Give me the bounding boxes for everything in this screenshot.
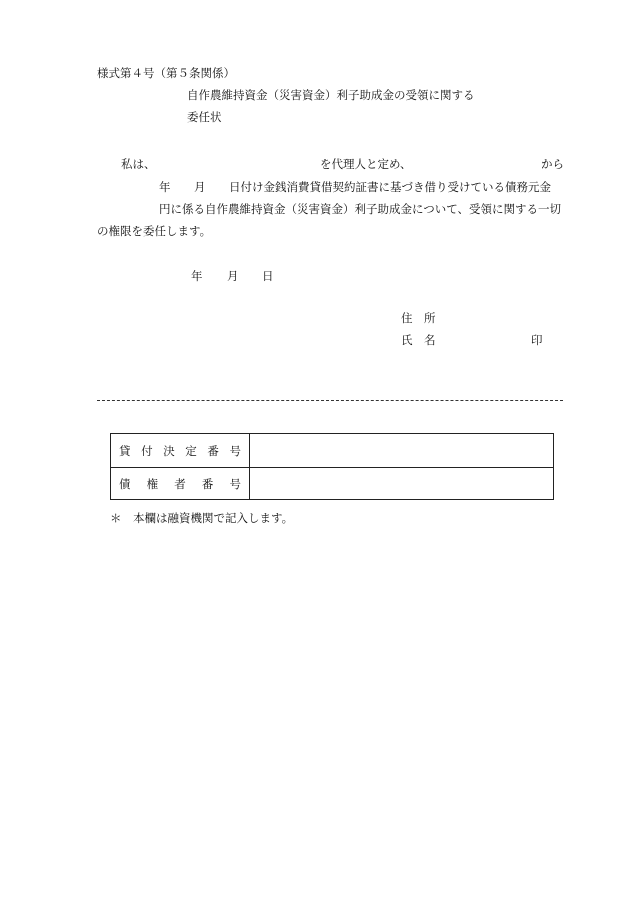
body-line2-year: 年 <box>159 180 171 194</box>
table-row-creditor-number <box>111 468 553 500</box>
form-title-line1: 自作農維持資金（災害資金）利子助成金の受領に関する <box>187 88 475 102</box>
label-char: 決 <box>163 443 175 458</box>
seal-mark: 印 <box>531 333 543 347</box>
body-line2-rest: 日付け金銭消費貸借契約証書に基づき借り受けている債務元金 <box>229 180 551 194</box>
table-row-loan-decision-number <box>111 434 553 468</box>
body-line1-mid: を代理人と定め、 <box>320 157 412 171</box>
creditor-number-label <box>111 468 250 500</box>
label-char: 号 <box>229 443 241 458</box>
loan-decision-number-field[interactable] <box>250 434 553 467</box>
date-month: 月 <box>227 269 239 283</box>
body-line3: 円に係る自作農維持資金（災害資金）利子助成金について、受領に関する一切 <box>159 202 562 216</box>
label-char: 貸 <box>119 443 131 458</box>
body-line1-end: から <box>541 157 564 171</box>
label-char: 付 <box>141 443 153 458</box>
date-day: 日 <box>262 269 274 283</box>
creditor-number-field[interactable] <box>250 468 553 500</box>
footnote-text: 本欄は融資機関で記入します。 <box>133 511 294 525</box>
label-char: 号 <box>229 477 241 491</box>
label-char: 番 <box>207 443 219 458</box>
address-label: 住 所 <box>401 311 436 325</box>
label-char: 者 <box>174 477 186 491</box>
body-line4: の権限を委任します。 <box>97 224 212 238</box>
label-char: 番 <box>201 477 214 491</box>
label-char: 定 <box>185 443 197 458</box>
form-title-line2: 委任状 <box>187 110 222 124</box>
footnote-mark: ＊ <box>110 511 122 525</box>
body-line2-month: 月 <box>194 180 206 194</box>
cut-line-divider <box>97 400 563 401</box>
label-char: 権 <box>146 477 159 491</box>
name-label: 氏 名 <box>401 333 436 347</box>
form-number: 様式第４号（第５条関係） <box>97 66 235 80</box>
label-char: 債 <box>119 477 131 491</box>
body-line1-start: 私は、 <box>121 157 156 171</box>
lender-table <box>110 433 554 500</box>
loan-decision-number-label <box>111 434 250 467</box>
date-year: 年 <box>191 269 203 283</box>
